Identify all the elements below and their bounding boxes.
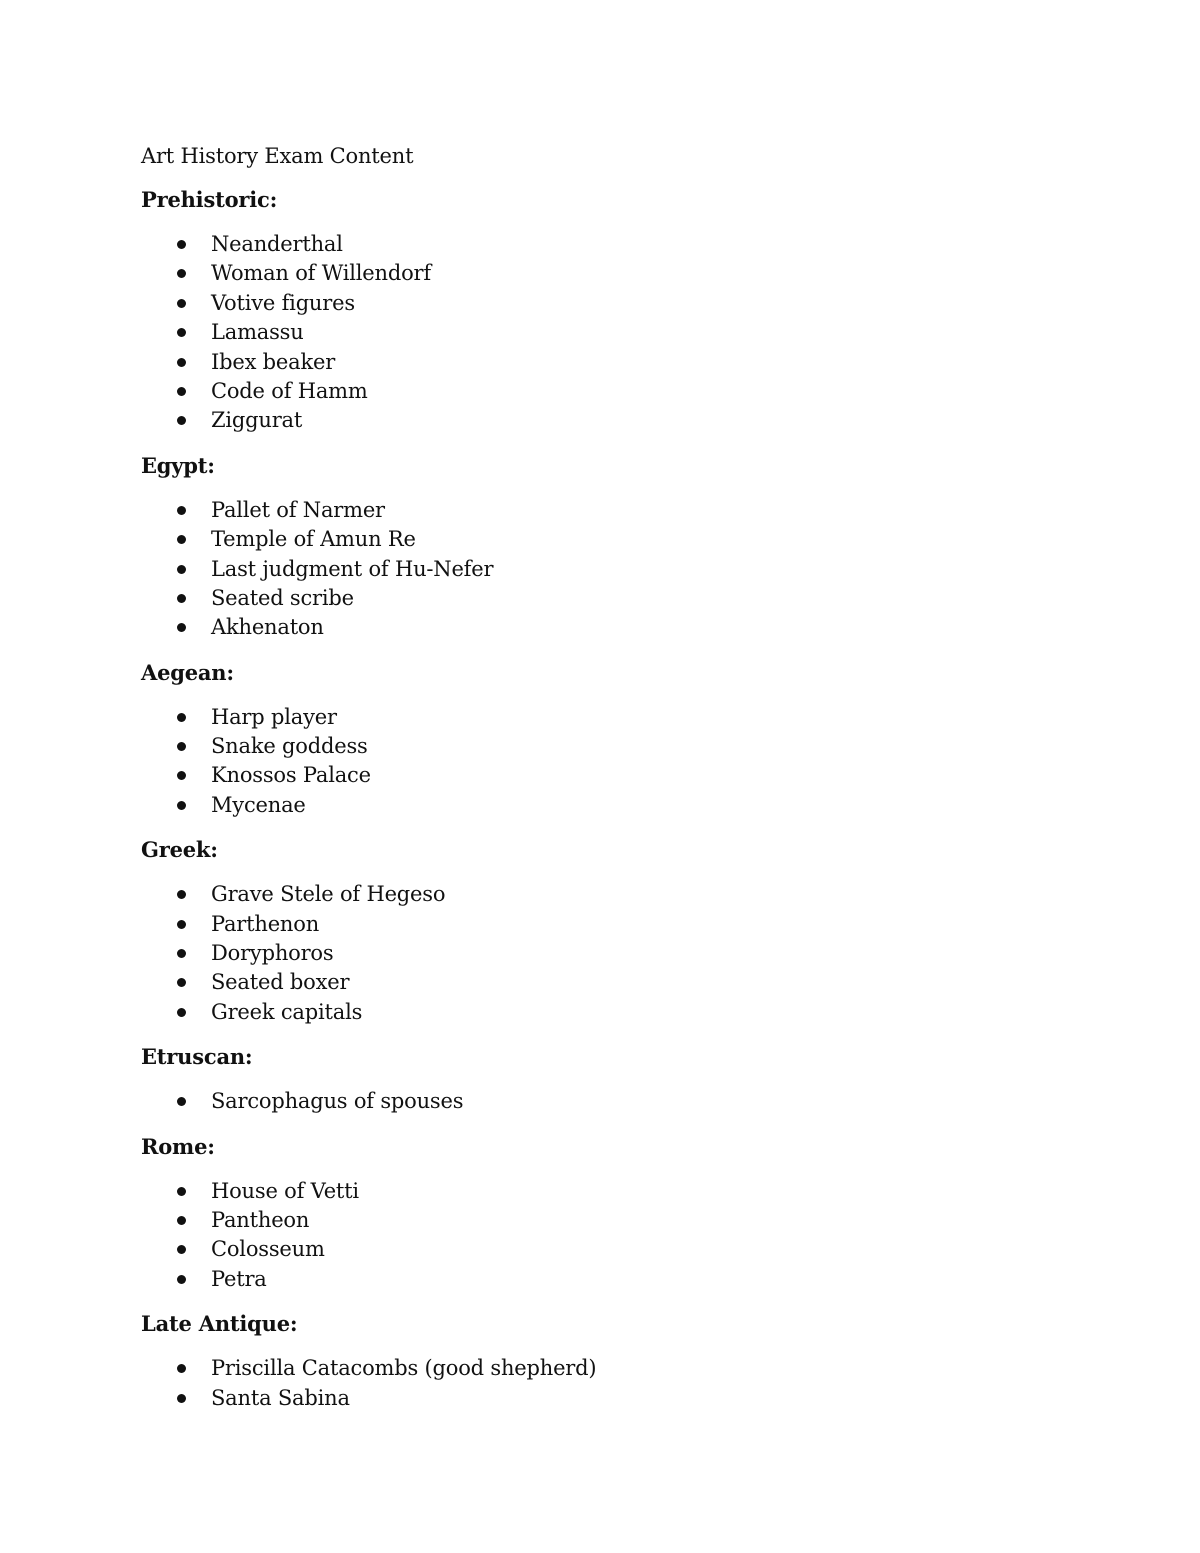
bullet-icon — [177, 240, 186, 249]
bullet-list — [141, 880, 1121, 1027]
list-item — [141, 555, 1121, 584]
list-item — [141, 584, 1121, 613]
section-heading: Rome: — [141, 1133, 215, 1159]
section — [141, 1310, 1121, 1413]
list-item-text: Santa Sabina — [211, 1385, 350, 1410]
list-item — [141, 613, 1121, 642]
list-item-text: Petra — [211, 1266, 267, 1291]
bullet-list — [141, 703, 1121, 821]
list-item-text: Ibex beaker — [211, 349, 336, 374]
list-item-text: Mycenae — [211, 792, 306, 817]
list-item-text: Parthenon — [211, 911, 320, 936]
list-item-text: Ziggurat — [211, 408, 303, 433]
bullet-icon — [177, 1275, 186, 1284]
document-page — [141, 142, 1121, 1429]
section — [141, 186, 1121, 436]
list-item-text: Last judgment of Hu-Nefer — [211, 556, 494, 581]
list-item — [141, 761, 1121, 790]
bullet-icon — [177, 1187, 186, 1196]
list-item — [141, 1235, 1121, 1264]
section-heading: Prehistoric: — [141, 187, 278, 212]
list-item-text: Woman of Willendorf — [211, 261, 431, 286]
bullet-icon — [177, 1097, 186, 1106]
list-item — [141, 939, 1121, 968]
bullet-list — [141, 496, 1121, 643]
bullet-icon — [177, 742, 186, 751]
list-item-text: Lamassu — [211, 320, 304, 345]
list-item — [141, 289, 1121, 318]
section-heading: Egypt: — [141, 452, 215, 478]
list-item-text: Votive figures — [211, 290, 355, 315]
sections-container — [141, 186, 1121, 1413]
section — [141, 452, 1121, 643]
list-item-text: Pantheon — [211, 1207, 310, 1232]
list-item-text: Code of Hamm — [211, 378, 368, 403]
list-item — [141, 1354, 1121, 1383]
list-item-text: Akhenaton — [211, 615, 324, 640]
list-item-text: Colosseum — [211, 1237, 325, 1262]
bullet-icon — [177, 1245, 186, 1254]
bullet-icon — [177, 1008, 186, 1017]
list-item — [141, 525, 1121, 554]
section-heading: Aegean: — [141, 659, 234, 685]
section-heading: Greek: — [141, 837, 218, 863]
bullet-icon — [177, 1216, 186, 1225]
bullet-icon — [177, 506, 186, 515]
list-item — [141, 703, 1121, 732]
list-item — [141, 880, 1121, 909]
list-item-text: House of Vetti — [211, 1178, 359, 1203]
list-item-text: Greek capitals — [211, 999, 363, 1024]
list-item-text: Sarcophagus of spouses — [211, 1089, 464, 1114]
bullet-list — [141, 1177, 1121, 1295]
list-item — [141, 259, 1121, 288]
bullet-list — [141, 1354, 1121, 1413]
list-item — [141, 791, 1121, 820]
bullet-icon — [177, 949, 186, 958]
section — [141, 1133, 1121, 1295]
list-item — [141, 732, 1121, 761]
list-item — [141, 1087, 1121, 1116]
list-item-text: Snake goddess — [211, 734, 368, 759]
bullet-icon — [177, 269, 186, 278]
bullet-icon — [177, 920, 186, 929]
bullet-icon — [177, 416, 186, 425]
list-item-text: Priscilla Catacombs (good shepherd) — [211, 1356, 597, 1381]
section-heading: Etruscan: — [141, 1044, 253, 1070]
document-title: Art History Exam Content — [141, 144, 414, 168]
bullet-icon — [177, 358, 186, 367]
list-item-text: Pallet of Narmer — [211, 497, 385, 522]
list-item — [141, 318, 1121, 347]
list-item — [141, 1177, 1121, 1206]
list-item — [141, 910, 1121, 939]
list-item-text: Grave Stele of Hegeso — [211, 882, 446, 907]
bullet-icon — [177, 771, 186, 780]
bullet-icon — [177, 387, 186, 396]
bullet-icon — [177, 328, 186, 337]
bullet-icon — [177, 623, 186, 632]
list-item-text: Doryphoros — [211, 941, 334, 966]
list-item — [141, 496, 1121, 525]
list-item-text: Knossos Palace — [211, 763, 371, 788]
bullet-list — [141, 230, 1121, 436]
list-item-text: Seated boxer — [211, 970, 350, 995]
list-item — [141, 968, 1121, 997]
list-item — [141, 998, 1121, 1027]
list-item — [141, 406, 1121, 435]
bullet-icon — [177, 713, 186, 722]
bullet-icon — [177, 299, 186, 308]
bullet-icon — [177, 1364, 186, 1373]
list-item — [141, 377, 1121, 406]
bullet-icon — [177, 535, 186, 544]
bullet-icon — [177, 978, 186, 987]
bullet-icon — [177, 594, 186, 603]
bullet-list — [141, 1087, 1121, 1116]
list-item-text: Neanderthal — [211, 232, 343, 256]
section — [141, 1043, 1121, 1116]
bullet-icon — [177, 565, 186, 574]
list-item — [141, 1265, 1121, 1294]
section-heading: Late Antique: — [141, 1311, 298, 1337]
list-item-text: Temple of Amun Re — [211, 527, 416, 552]
list-item — [141, 348, 1121, 377]
list-item-text: Harp player — [211, 704, 337, 729]
section — [141, 659, 1121, 821]
section — [141, 836, 1121, 1027]
bullet-icon — [177, 1394, 186, 1403]
list-item — [141, 230, 1121, 259]
bullet-icon — [177, 801, 186, 810]
list-item — [141, 1206, 1121, 1235]
bullet-icon — [177, 890, 186, 899]
list-item — [141, 1384, 1121, 1413]
list-item-text: Seated scribe — [211, 585, 354, 610]
